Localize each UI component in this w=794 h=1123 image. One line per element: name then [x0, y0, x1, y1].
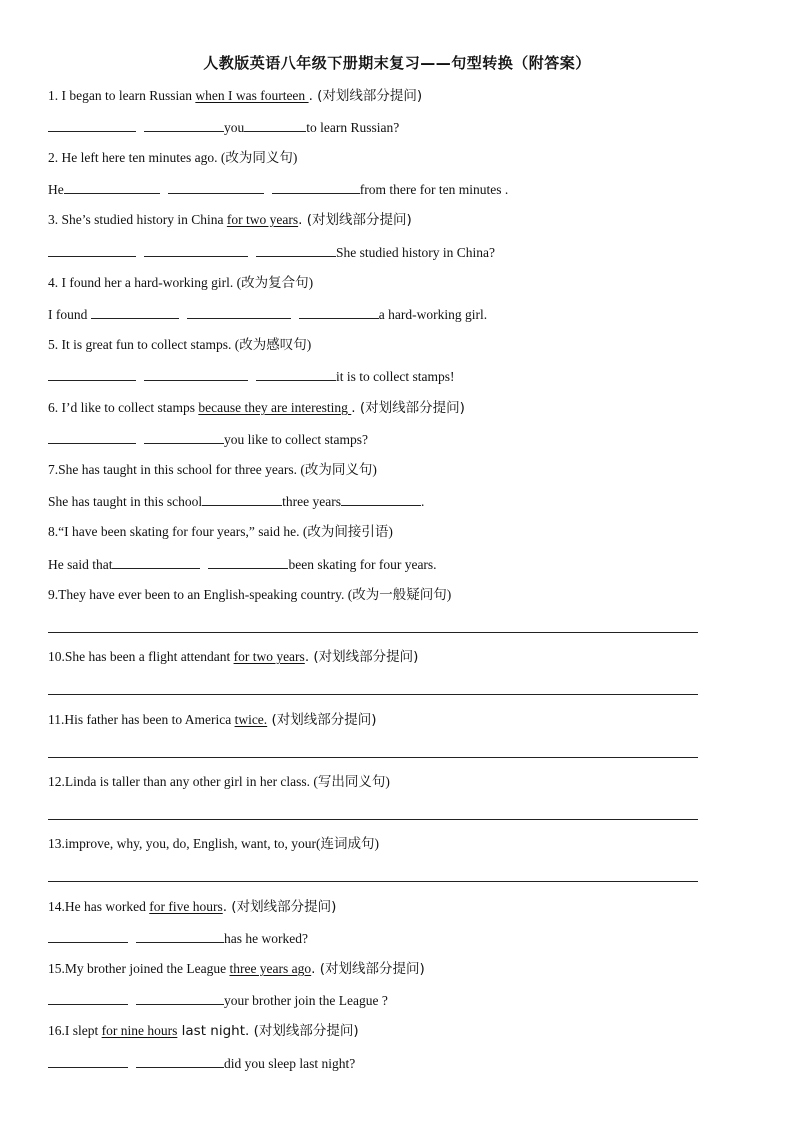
- answer-blank[interactable]: [202, 492, 282, 506]
- question-text: 2. He left here ten minutes ago. (改为同义句): [48, 150, 298, 165]
- question-text: 15.My brother joined the League: [48, 961, 230, 976]
- answer-line[interactable]: [48, 757, 698, 758]
- underlined-part: three years ago: [229, 961, 312, 976]
- answer-blank[interactable]: [48, 929, 128, 943]
- answer-text: She studied history in China?: [336, 245, 495, 260]
- answer-7: [48, 492, 424, 511]
- answer-blank[interactable]: [256, 243, 336, 257]
- answer-blank[interactable]: [136, 991, 224, 1005]
- question-7: [48, 461, 377, 479]
- question-text: 4. I found her a hard-working girl. (改为复合句): [48, 275, 314, 290]
- answer-1: [48, 118, 399, 137]
- answer-blank[interactable]: [256, 367, 336, 381]
- question-2: [48, 149, 297, 167]
- answer-blank[interactable]: [168, 180, 264, 194]
- question-8: [48, 523, 393, 541]
- answer-text: you like to collect stamps?: [224, 432, 368, 447]
- answer-blank[interactable]: [64, 180, 160, 194]
- answer-3: [48, 243, 495, 262]
- question-3: [48, 211, 412, 229]
- underlined-part: for five hours: [149, 899, 223, 914]
- question-4: [48, 274, 313, 292]
- instruction: . (对划线部分提问): [308, 88, 423, 104]
- question-text: 3. She’s studied history in China: [48, 212, 227, 227]
- question-9: [48, 586, 451, 604]
- answer-blank[interactable]: [272, 180, 360, 194]
- answer-blank[interactable]: [48, 991, 128, 1005]
- answer-text: He: [48, 182, 64, 197]
- answer-line[interactable]: [48, 694, 698, 695]
- instruction: . (对划线部分提问): [311, 961, 425, 977]
- question-text: 14.He has worked: [48, 899, 150, 914]
- answer-text: been skating for four years.: [288, 557, 437, 572]
- question-6: [48, 399, 465, 417]
- answer-text: did you sleep last night?: [224, 1056, 356, 1071]
- answer-blank[interactable]: [112, 555, 200, 569]
- answer-blank[interactable]: [48, 1054, 128, 1068]
- underlined-part: when I was fourteen: [195, 88, 309, 103]
- answer-blank[interactable]: [244, 118, 306, 132]
- question-16: [48, 1022, 359, 1040]
- answer-14: [48, 929, 308, 948]
- answer-blank[interactable]: [144, 430, 224, 444]
- question-text: 5. It is great fun to collect stamps. (改为感叹句): [48, 337, 312, 352]
- answer-text: your brother join the League ?: [224, 993, 388, 1008]
- question-5: [48, 336, 311, 354]
- answer-blank[interactable]: [48, 243, 136, 257]
- underlined-part: because they are interesting: [198, 400, 352, 415]
- answer-blank[interactable]: [341, 492, 421, 506]
- question-text: 6. I’d like to collect stamps: [48, 400, 199, 415]
- instruction: . (对划线部分提问): [298, 212, 412, 228]
- underlined-part: for two years: [226, 212, 299, 227]
- question-text: 13.improve, why, you, do, English, want, to, your(连词成句): [48, 836, 379, 851]
- question-text: 16.I slept: [48, 1023, 102, 1038]
- question-1: [48, 87, 422, 105]
- answer-text: from there for ten minutes .: [359, 182, 509, 197]
- answer-line[interactable]: [48, 632, 698, 633]
- instruction: (对划线部分提问): [267, 712, 377, 728]
- answer-text: three years: [282, 494, 341, 509]
- answer-blank[interactable]: [187, 305, 291, 319]
- answer-line[interactable]: [48, 819, 698, 820]
- answer-blank[interactable]: [136, 1054, 224, 1068]
- question-text: 7.She has taught in this school for three years. (改为同义句): [48, 462, 377, 477]
- answer-blank[interactable]: [91, 305, 179, 319]
- question-text: 9.They have ever been to an English-speaking country. (改为一般疑问句): [48, 587, 452, 602]
- answer-text: you: [224, 120, 245, 135]
- answer-2: [48, 180, 508, 199]
- question-text: 11.His father has been to America: [48, 712, 235, 727]
- instruction: . (对划线部分提问): [304, 649, 419, 665]
- question-text: 8.“I have been skating for four years,” said he. (改为间接引语): [48, 524, 393, 539]
- question-14: [48, 898, 336, 916]
- answer-text: to learn Russian?: [306, 120, 400, 135]
- answer-text: has he worked?: [224, 931, 308, 946]
- question-12: [48, 773, 390, 791]
- answer-line[interactable]: [48, 881, 698, 882]
- answer-8: [48, 555, 437, 574]
- answer-blank[interactable]: [144, 367, 248, 381]
- answer-5: [48, 367, 454, 386]
- answer-text: it is to collect stamps!: [336, 369, 455, 384]
- answer-16: [48, 1054, 355, 1073]
- answer-blank[interactable]: [299, 305, 379, 319]
- instruction: . (对划线部分提问): [351, 400, 465, 416]
- question-text: 10.She has been a flight attendant: [48, 649, 234, 664]
- answer-text: She has taught in this school: [48, 494, 203, 509]
- answer-text: .: [420, 494, 425, 509]
- answer-text: a hard-working girl.: [378, 307, 488, 322]
- answer-blank[interactable]: [48, 118, 136, 132]
- answer-blank[interactable]: [144, 243, 248, 257]
- instruction: . (对划线部分提问): [222, 899, 337, 915]
- question-13: [48, 835, 379, 853]
- question-text: 1. I began to learn Russian: [48, 88, 196, 103]
- answer-blank[interactable]: [48, 367, 136, 381]
- underlined-part: twice.: [234, 712, 268, 727]
- answer-text: He said that: [48, 557, 113, 572]
- question-11: [48, 711, 377, 729]
- answer-15: [48, 991, 388, 1010]
- question-10: [48, 648, 418, 666]
- answer-blank[interactable]: [48, 430, 136, 444]
- answer-text: I found: [48, 307, 88, 322]
- underlined-part: for nine hours: [101, 1023, 178, 1038]
- page-title: 人教版英语八年级下册期末复习——句型转换（附答案）: [203, 54, 591, 72]
- question-15: [48, 960, 425, 978]
- answer-6: [48, 430, 368, 449]
- answer-4: [48, 305, 487, 324]
- answer-blank[interactable]: [144, 118, 224, 132]
- underlined-part: for two years: [233, 649, 305, 664]
- instruction: last night. (对划线部分提问): [177, 1023, 359, 1039]
- answer-blank[interactable]: [136, 929, 224, 943]
- question-text: 12.Linda is taller than any other girl in her class. (写出同义句): [48, 774, 390, 789]
- answer-blank[interactable]: [208, 555, 288, 569]
